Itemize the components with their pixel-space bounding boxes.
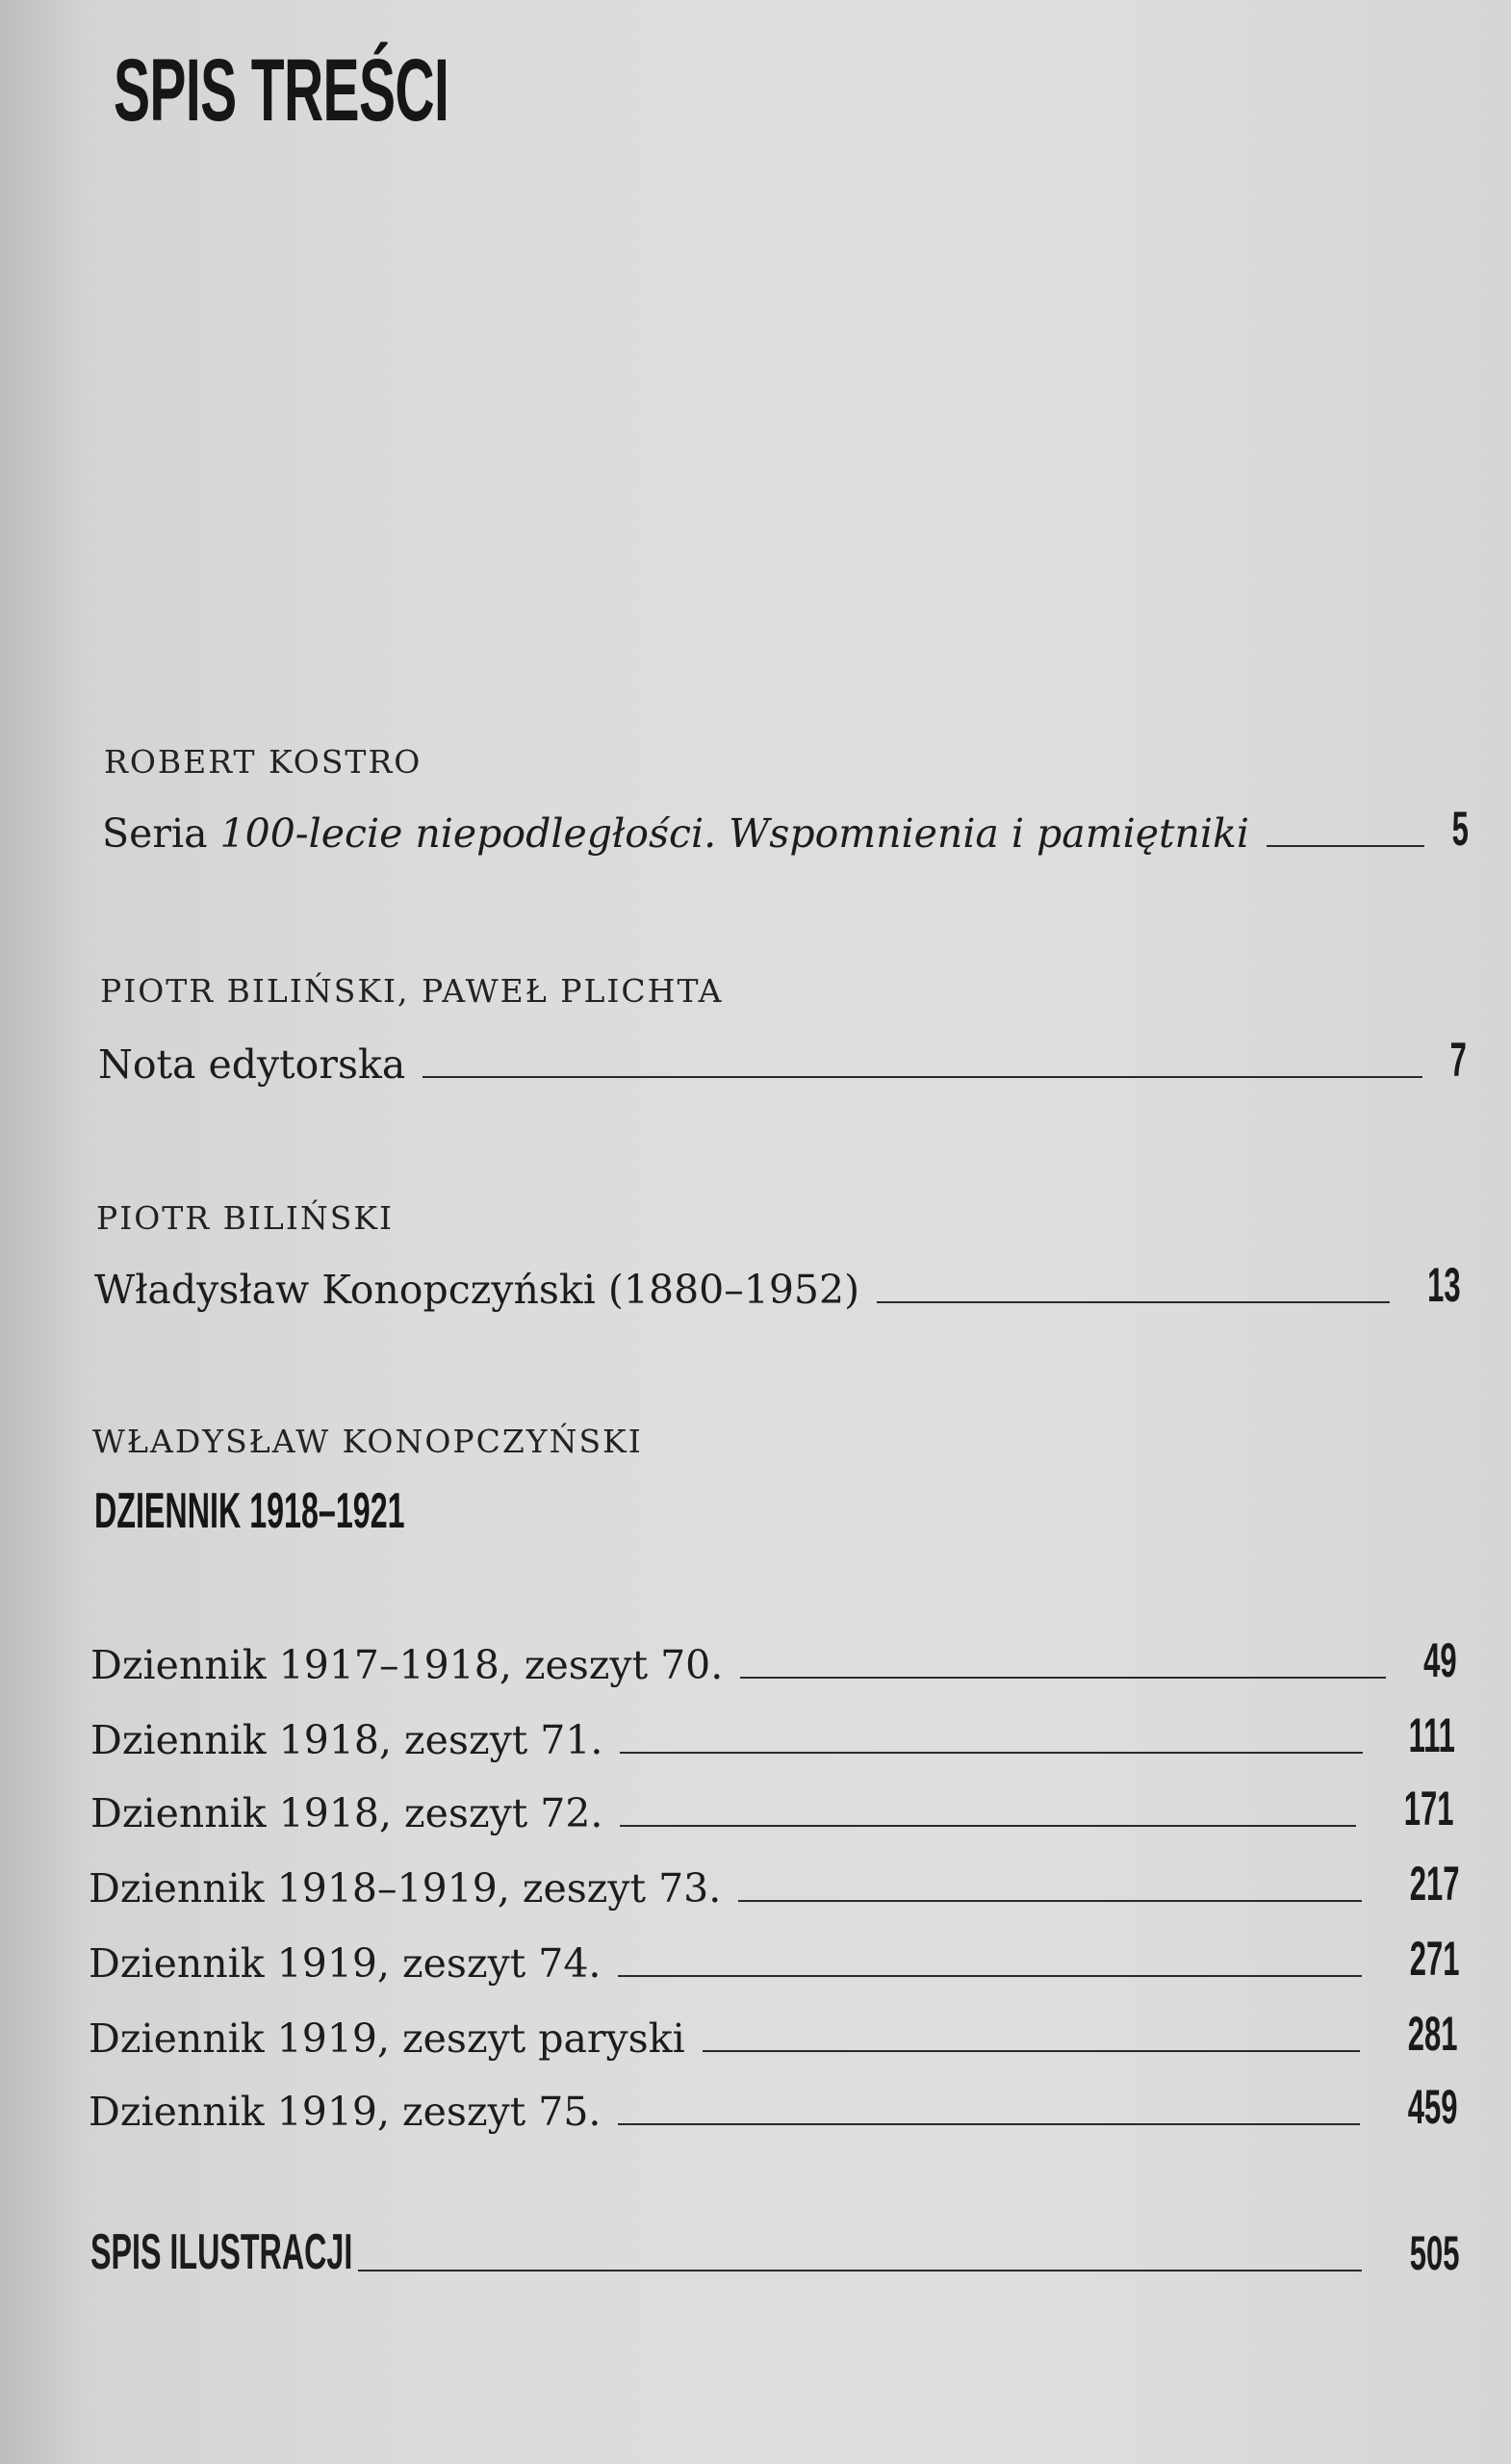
entry-page-number: 49 [1423,1633,1457,1687]
entry-page-number: 5 [1451,802,1469,856]
entry-title: Dziennik 1918, zeszyt 71. [90,1717,603,1763]
author-robert-kostro: ROBERT KOSTRO [104,743,423,781]
entry-page-number: 271 [1409,1932,1459,1986]
entry-page-number: 13 [1427,1258,1461,1312]
toc-entry-zeszyt-71[interactable] [90,1707,1455,1763]
entry-page-number: 505 [1409,2226,1459,2280]
entry-title: Dziennik 1919, zeszyt 74. [89,1940,602,1987]
dot-leader [618,2123,1359,2125]
entry-title: Dziennik 1919, zeszyt paryski [89,2015,685,2062]
entry-title: Dziennik 1918–1919, zeszyt 73. [89,1865,722,1912]
entry-page-number: 217 [1409,1857,1459,1911]
entry-title: SPIS ILUSTRACJI [90,2224,353,2280]
author-piotr-bilinski: PIOTR BILIŃSKI [96,1199,395,1237]
dot-leader [877,1301,1390,1303]
dot-leader [740,1677,1386,1679]
toc-entry-spis-ilustracji[interactable] [90,2223,1459,2281]
toc-entry-zeszyt-70[interactable] [90,1632,1457,1688]
entry-title: Dziennik 1919, zeszyt 75. [89,2089,602,2135]
entry-page-number: 171 [1403,1782,1453,1835]
entry-page-number: 7 [1449,1033,1467,1087]
toc-entry-zeszyt-73[interactable] [89,1856,1459,1912]
toc-entry-konopczynski-bio[interactable] [94,1257,1461,1313]
entry-page-number: 459 [1407,2080,1457,2134]
toc-entry-seria[interactable] [102,801,1469,857]
dot-leader [620,1825,1355,1827]
author-bilinski-plichta: PIOTR BILIŃSKI, PAWEŁ PLICHTA [100,972,724,1010]
dot-leader [620,1752,1363,1754]
dot-leader [423,1076,1422,1078]
toc-entry-nota-edytorska[interactable] [98,1032,1467,1088]
entry-title: Nota edytorska [98,1041,406,1088]
entry-title: Władysław Konopczyński (1880–1952) [94,1267,860,1313]
entry-page-number: 111 [1408,1708,1455,1762]
dot-leader [358,2270,1362,2272]
toc-entry-zeszyt-paryski[interactable] [89,2006,1457,2062]
dot-leader [618,1975,1361,1977]
dot-leader [738,1900,1361,1902]
toc-entry-zeszyt-74[interactable] [89,1931,1459,1987]
entry-page-number: 281 [1407,2007,1457,2061]
author-wladyslaw-konopczynski: WŁADYSŁAW KONOPCZYŃSKI [92,1423,643,1460]
dot-leader [703,2050,1360,2052]
entry-title: Dziennik 1917–1918, zeszyt 70. [90,1642,724,1688]
toc-entry-zeszyt-72[interactable] [90,1781,1453,1836]
page-title: SPIS TREŚCI [114,41,449,140]
subheading-dziennik: DZIENNIK 1918–1921 [94,1483,405,1539]
toc-entry-zeszyt-75[interactable] [89,2079,1457,2135]
entry-title: Dziennik 1918, zeszyt 72. [90,1790,603,1836]
dot-leader [1267,845,1424,847]
entry-title: Seria 100-lecie niepodległości. Wspomnienia i pamiętniki [102,810,1249,857]
